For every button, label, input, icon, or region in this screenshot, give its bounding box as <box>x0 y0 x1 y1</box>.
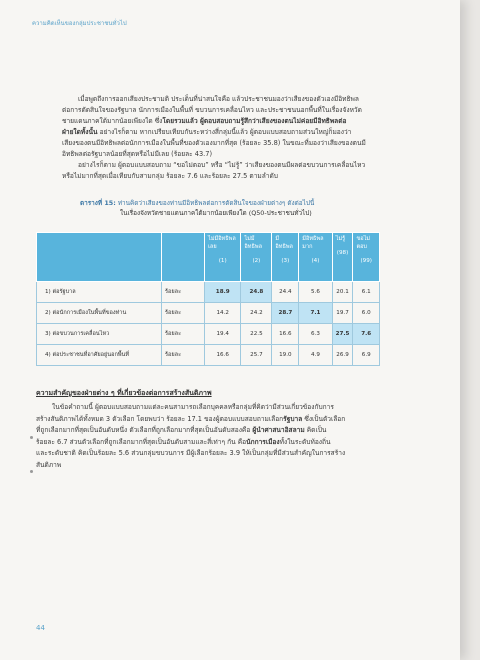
text-run: ชายแดนภาคใต้มากน้อยเพียงใด ซึ่ง <box>62 117 163 125</box>
header-label: ไม่มีอิทธิพลเลย <box>208 236 236 250</box>
text-run: ซึ่งเป็นตัวเลือก <box>302 414 346 423</box>
header-num: (1) <box>218 258 227 264</box>
header-num: (4) <box>311 258 320 264</box>
text-line <box>36 414 388 426</box>
text-line: ต่อการตัดสินใจของรัฐบาล นักการเมืองในพื้นที่ ขบวนการเคลื่อนไหว และประชาชนนอกพื้นที่ในเรื่องจังหวัด <box>62 106 362 114</box>
table-cell: 7.6 <box>353 324 380 345</box>
table-cell: 6.1 <box>353 282 380 303</box>
table-cell: 24.8 <box>241 282 272 303</box>
table-cell: 24.2 <box>241 303 272 324</box>
survey-table <box>36 232 380 366</box>
header-num: (98) <box>336 250 349 256</box>
table-cell: 19.0 <box>272 345 299 366</box>
header-cell <box>299 233 332 282</box>
text-line: เมื่อพูดถึงการออกเสียงประชามติ ประเด็นที่น่าสนใจคือ แล้วประชาชนมองว่าเสียงของตัวเองมีอิทธิพล <box>78 95 359 103</box>
table-caption-sub: ในเรื่องจังหวัดชายแดนภาคใต้มากน้อยเพียงใด (Q50-ประชาชนทั่วไป) <box>120 209 312 217</box>
row-label: 2) ต่อนักการเมืองในพื้นที่ของท่าน <box>37 303 162 324</box>
text-line <box>62 127 392 138</box>
table-caption-label: ตารางที่ 15: <box>80 199 116 207</box>
table-cell: 26.9 <box>332 345 353 366</box>
text-run: คิดเป็น <box>304 426 327 434</box>
text-run: ทั้งในระดับท้องถิ่น <box>279 437 331 446</box>
header-num: (2) <box>252 258 261 264</box>
table-cell: 7.1 <box>299 303 332 324</box>
row-unit: ร้อยละ <box>162 345 205 366</box>
header-num: (3) <box>281 258 290 264</box>
bold-text: รัฐบาล <box>283 414 303 423</box>
row-unit: ร้อยละ <box>162 303 205 324</box>
table-cell: 19.7 <box>332 303 353 324</box>
header-cell <box>241 233 272 282</box>
table-caption <box>80 198 400 218</box>
table-cell: 27.5 <box>332 324 353 345</box>
row-label: 4) ต่อประชาชนที่อาศัยอยู่นอกพื้นที่ <box>37 345 162 366</box>
text-run: สร้างสันติภาพได้ทั้งหมด 3 ตัวเลือก โดยพบว่า ร้อยละ 17.1 ของผู้ตอบแบบสอบถามเลือก <box>36 414 284 423</box>
table-cell: 16.6 <box>205 345 241 366</box>
bold-text: นักการเมือง <box>246 437 280 446</box>
table-cell: 5.6 <box>299 282 332 303</box>
text-line: และระดับชาติ คิดเป็นร้อยละ 5.6 ส่วนกลุ่มขบวนการ มีผู้เลือกร้อยละ 3.9 ให้เป็นกลุ่มที่มีส่วนสำคัญในการสร้าง <box>36 449 346 457</box>
header-blank <box>162 233 205 282</box>
table-header-row <box>37 233 380 282</box>
text-line: สันติภาพ <box>36 460 62 469</box>
page-number: 44 <box>36 624 45 632</box>
bold-text: โดยรวมแล้ว ผู้ตอบสอบถามรู้สึกว่าเสียงของตนไม่ค่อยมีอิทธิพลต่อ <box>162 117 347 125</box>
bold-text: ผู้นำศาสนาอิสลาม <box>252 426 305 434</box>
row-unit: ร้อยละ <box>162 324 205 345</box>
table-row <box>37 324 380 345</box>
text-line: หรือไม่มากที่สุดเมื่อเทียบกับสามกลุ่ม ร้อยละ 7.6 และร้อยละ 27.5 ตามลำดับ <box>62 172 278 180</box>
header-cell <box>272 233 299 282</box>
row-label: 3) ต่อขบวนการเคลื่อนไหว <box>37 324 162 345</box>
margin-mark <box>30 436 33 439</box>
text-line <box>36 437 388 449</box>
section-paragraph <box>36 402 388 471</box>
table-cell: 22.5 <box>241 324 272 345</box>
text-line: เสียงของตนมีอิทธิพลต่อนักการเมืองในพื้นที่ของตัวเองมากที่สุด (ร้อยละ 35.8) ในขณะที่มองว่าเสียงของตนมี <box>62 139 366 147</box>
table-cell: 28.7 <box>272 303 299 324</box>
table-cell: 25.7 <box>241 345 272 366</box>
table-cell: 24.4 <box>272 282 299 303</box>
running-head: ความคิดเห็นของกลุ่มประชาชนทั่วไป <box>32 20 127 27</box>
text-line: อย่างไรก็ตาม ผู้ตอบแบบสอบถาม “ขอไม่ตอบ” หรือ “ไม่รู้” ว่าเสียงของตนมีผลต่อขบวนการเคลื่อนไหว <box>78 161 366 169</box>
table-row <box>37 282 380 303</box>
header-label: ไม่รู้ <box>335 236 346 242</box>
header-cell <box>353 233 380 282</box>
header-cell <box>205 233 241 282</box>
bold-text: ฝ่ายใดทั้งนั้น <box>62 128 98 136</box>
table-cell: 20.1 <box>332 282 353 303</box>
text-line: อิทธิพลต่อรัฐบาลน้อยที่สุดหรือไม่มีเลย (ร้อยละ 43.7) <box>62 150 213 158</box>
table-cell: 14.2 <box>205 303 241 324</box>
table-cell: 6.9 <box>353 345 380 366</box>
section-heading: ความสำคัญของฝ่ายต่าง ๆ ที่เกี่ยวข้องต่อการสร้างสันติภาพ <box>36 389 212 397</box>
table-cell: 6.3 <box>299 324 332 345</box>
table-cell: 4.9 <box>299 345 332 366</box>
header-label: ไม่มีอิทธิพล <box>244 236 262 250</box>
header-label: ขอไม่ตอบ <box>356 236 371 250</box>
table-row <box>37 345 380 366</box>
row-unit: ร้อยละ <box>162 282 205 303</box>
row-label: 1) ต่อรัฐบาล <box>37 282 162 303</box>
intro-paragraph <box>62 94 392 182</box>
text-run: ที่ถูกเลือกมากที่สุดเป็นอันดับหนึ่ง ตัวเลือกที่ถูกเลือกมากที่สุดเป็นอันดับสองคือ <box>36 426 253 434</box>
header-label: มีอิทธิพล <box>275 236 293 250</box>
header-blank <box>37 233 162 282</box>
header-cell <box>332 233 353 282</box>
table-cell: 18.9 <box>205 282 241 303</box>
table-row <box>37 303 380 324</box>
text-line <box>36 425 388 437</box>
text-line: ในข้อคำถามนี้ ผู้ตอบแบบสอบถามแต่ละคนสามารถเลือกบุคคลหรือกลุ่มที่คิดว่ามีส่วนเกี่ยวข้องกับการ <box>52 403 334 411</box>
table-cell: 6.0 <box>353 303 380 324</box>
table-cell: 16.6 <box>272 324 299 345</box>
header-label: มีอิทธิพลมาก <box>302 236 324 250</box>
table-cell: 19.4 <box>205 324 241 345</box>
header-num: (99) <box>360 258 372 264</box>
text-run: อย่างไรก็ตาม หากเปรียบเทียบกันระหว่างสี่กลุ่มนี้แล้ว ผู้ตอบแบบสอบถามส่วนใหญ่ก็มองว่า <box>97 128 352 136</box>
table-caption-text: ท่านคิดว่าเสียงของท่านมีอิทธิพลต่อการตัดสินใจของฝ่ายต่างๆ ดังต่อไปนี้ <box>115 199 315 207</box>
margin-mark <box>30 470 33 473</box>
text-line <box>62 116 392 127</box>
text-run: ร้อยละ 6.7 ส่วนตัวเลือกที่ถูกเลือกมากที่สุดเป็นอันดับสามและสี่เท่าๆ กัน คือ <box>36 437 247 446</box>
